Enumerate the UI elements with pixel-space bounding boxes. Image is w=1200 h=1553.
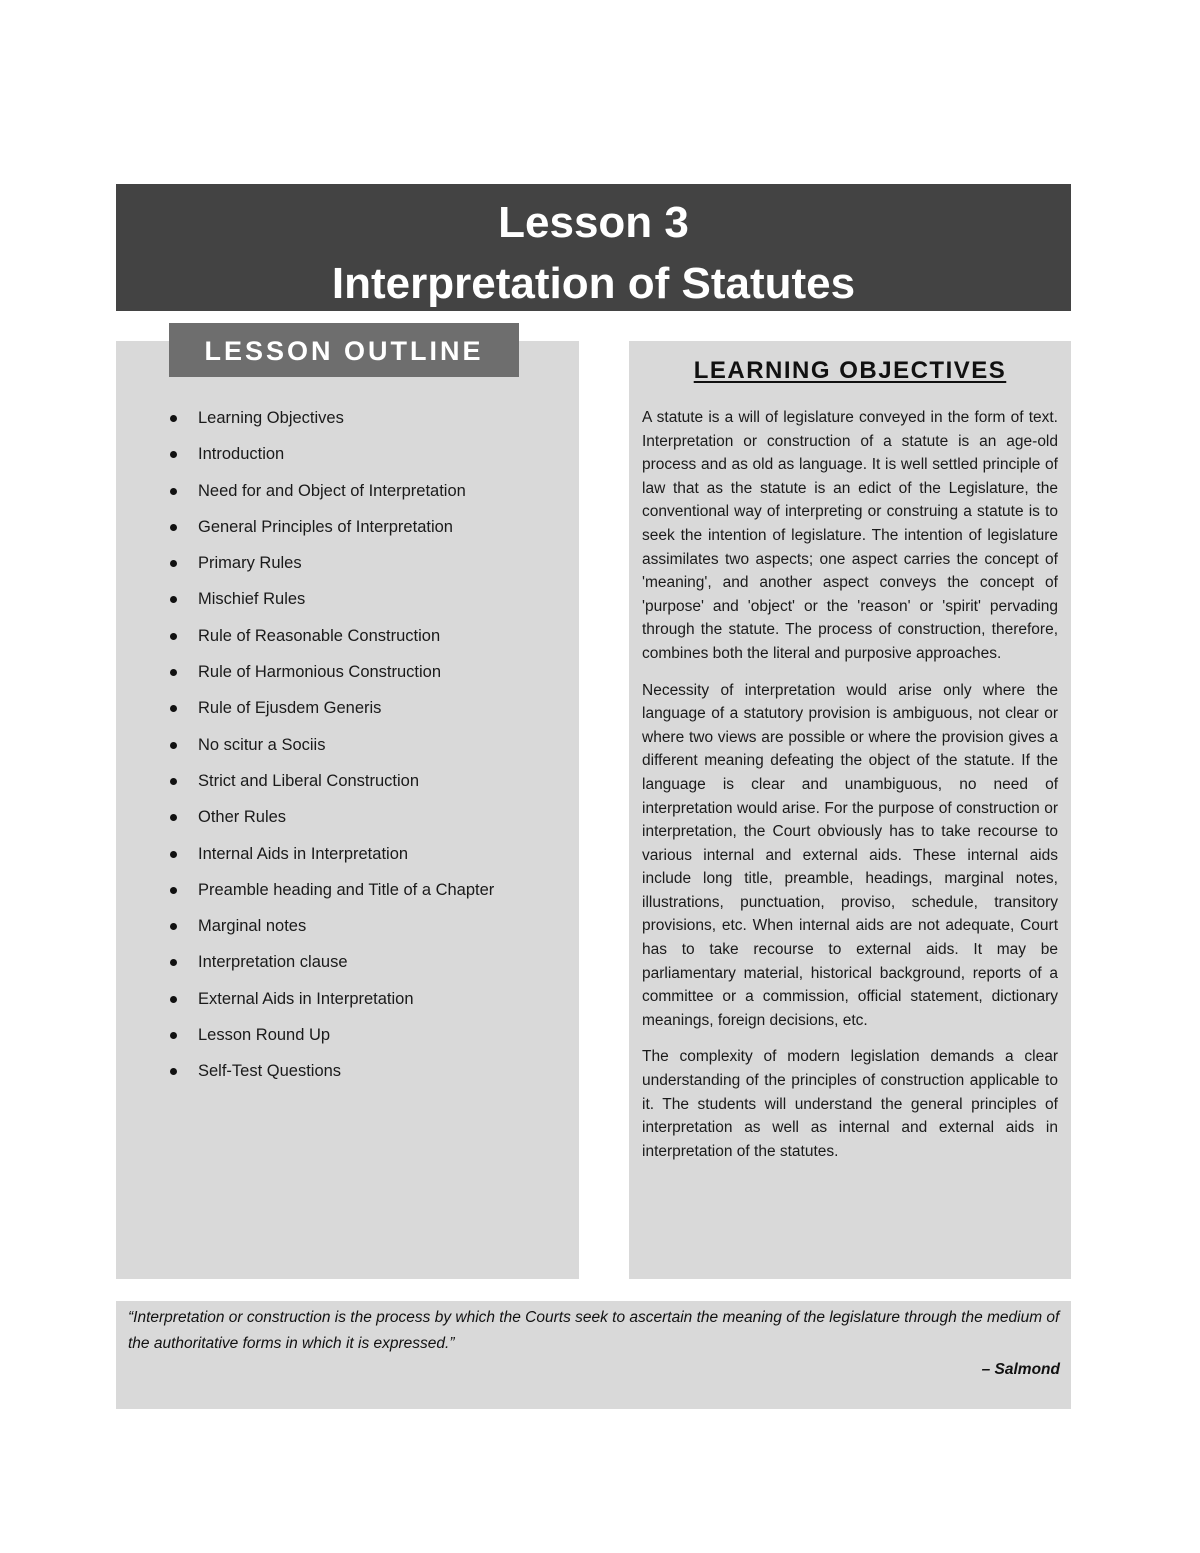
bullet-icon (170, 851, 177, 858)
outline-item (168, 479, 494, 515)
bullet-icon (170, 524, 177, 531)
bullet-icon (170, 415, 177, 422)
learning-objectives-heading-text: LEARNING OBJECTIVES (693, 357, 1007, 384)
bullet-icon (170, 560, 177, 567)
bullet-icon (170, 488, 177, 495)
lesson-number: Lesson 3 (498, 198, 689, 247)
bullet-icon (170, 814, 177, 821)
outline-item-label: Other Rules (198, 808, 287, 827)
lesson-title: Interpretation of Statutes (331, 259, 856, 308)
bullet-icon (170, 742, 177, 749)
outline-item-label: Self-Test Questions (198, 1062, 342, 1081)
bullet-icon (170, 1032, 177, 1039)
outline-item-label: No scitur a Sociis (198, 735, 326, 754)
outline-item-label: General Principles of Interpretation (198, 517, 453, 536)
outline-item (168, 406, 494, 442)
outline-item (168, 987, 494, 1023)
outline-item (168, 624, 494, 660)
objectives-paragraph: The complexity of modern legislation demands a clear understanding of the principles of construction applicable to it. The students will understand the general principles of interpretation as well as internal and external aids in interpretation of the statutes. (642, 1048, 1058, 1160)
outline-item-label: Need for and Object of Interpretation (198, 481, 466, 500)
outline-item (168, 769, 494, 805)
outline-item (168, 660, 494, 696)
lesson-outline-heading: LESSON OUTLINE (169, 323, 519, 377)
outline-item-label: Preamble heading and Title of a Chapter (198, 880, 495, 899)
bullet-icon (170, 1068, 177, 1075)
quote-text: “Interpretation or construction is the process by which the Courts seek to ascertain the meaning of the legislature through the medium of the authoritative forms in which it is expressed.” (128, 1309, 1060, 1352)
outline-item (168, 805, 494, 841)
outline-item (168, 950, 494, 986)
outline-item (168, 878, 494, 914)
outline-item (168, 914, 494, 950)
bullet-icon (170, 669, 177, 676)
outline-item (168, 842, 494, 878)
outline-item (168, 696, 494, 732)
outline-item-label: Lesson Round Up (198, 1026, 331, 1045)
outline-item-label: Introduction (198, 445, 285, 464)
learning-objectives-body (642, 406, 1058, 1176)
outline-item (168, 1023, 494, 1059)
objectives-paragraph: A statute is a will of legislature conveyed in the form of text. Interpretation or construction of a statute is an age-old process and as old as language. It is well settled principle of law that as the statute is an edict of the Legislature, the conventional way of interpreting or construing a statute is to seek the intention of legislature. The intention of legislature assimilates two aspects; one aspect carries the concept of 'meaning', and another aspect conveys the concept of 'purpose' and 'object' or the 'reason' or 'spirit' pervading through the statute. The process of construction, therefore, combines both the literal and purposive approaches. (642, 409, 1058, 662)
bullet-icon (170, 887, 177, 894)
outline-item (168, 551, 494, 587)
outline-item (168, 515, 494, 551)
learning-objectives-heading (629, 356, 1071, 386)
outline-item-label: Internal Aids in Interpretation (198, 844, 409, 863)
outline-item (168, 442, 494, 478)
lesson-outline-list (168, 406, 494, 1096)
outline-item-label: Marginal notes (198, 917, 307, 936)
objectives-paragraph: Necessity of interpretation would arise only where the language of a statutory provision is ambiguous, not clear or where two views are possible or where the provision gives a different meaning defeating the object of the statute. If the language is clear and unambiguous, no need of interpretation would arise. For the purpose of construction or interpretation, the Court obviously has to take recourse to various internal and external aids. These internal aids include long title, preamble, headings, marginal notes, illustrations, punctuation, proviso, schedule, transitory provisions, etc. When internal aids are not adequate, Court has to take recourse to external aids. It may be parliamentary material, historical background, reports of a committee or a commission, official statement, dictionary meanings, foreign decisions, etc. (642, 681, 1058, 1029)
bullet-icon (170, 596, 177, 603)
outline-item-label: External Aids in Interpretation (198, 989, 414, 1008)
outline-item (168, 733, 494, 769)
outline-item-label: Rule of Ejusdem Generis (198, 699, 382, 718)
outline-item (168, 1059, 494, 1095)
bullet-icon (170, 705, 177, 712)
quote-author: – Salmond (981, 1361, 1060, 1378)
outline-item-label: Mischief Rules (198, 590, 306, 609)
outline-item-label: Strict and Liberal Construction (198, 771, 420, 790)
bullet-icon (170, 923, 177, 930)
outline-item-label: Rule of Reasonable Construction (198, 626, 441, 645)
outline-item-label: Rule of Harmonious Construction (198, 663, 442, 682)
outline-item-label: Interpretation clause (198, 953, 348, 972)
outline-item-label: Primary Rules (198, 554, 302, 573)
outline-item (168, 587, 494, 623)
bullet-icon (170, 451, 177, 458)
bullet-icon (170, 778, 177, 785)
bullet-icon (170, 996, 177, 1003)
bullet-icon (170, 959, 177, 966)
bullet-icon (170, 633, 177, 640)
outline-item-label: Learning Objectives (198, 409, 344, 427)
